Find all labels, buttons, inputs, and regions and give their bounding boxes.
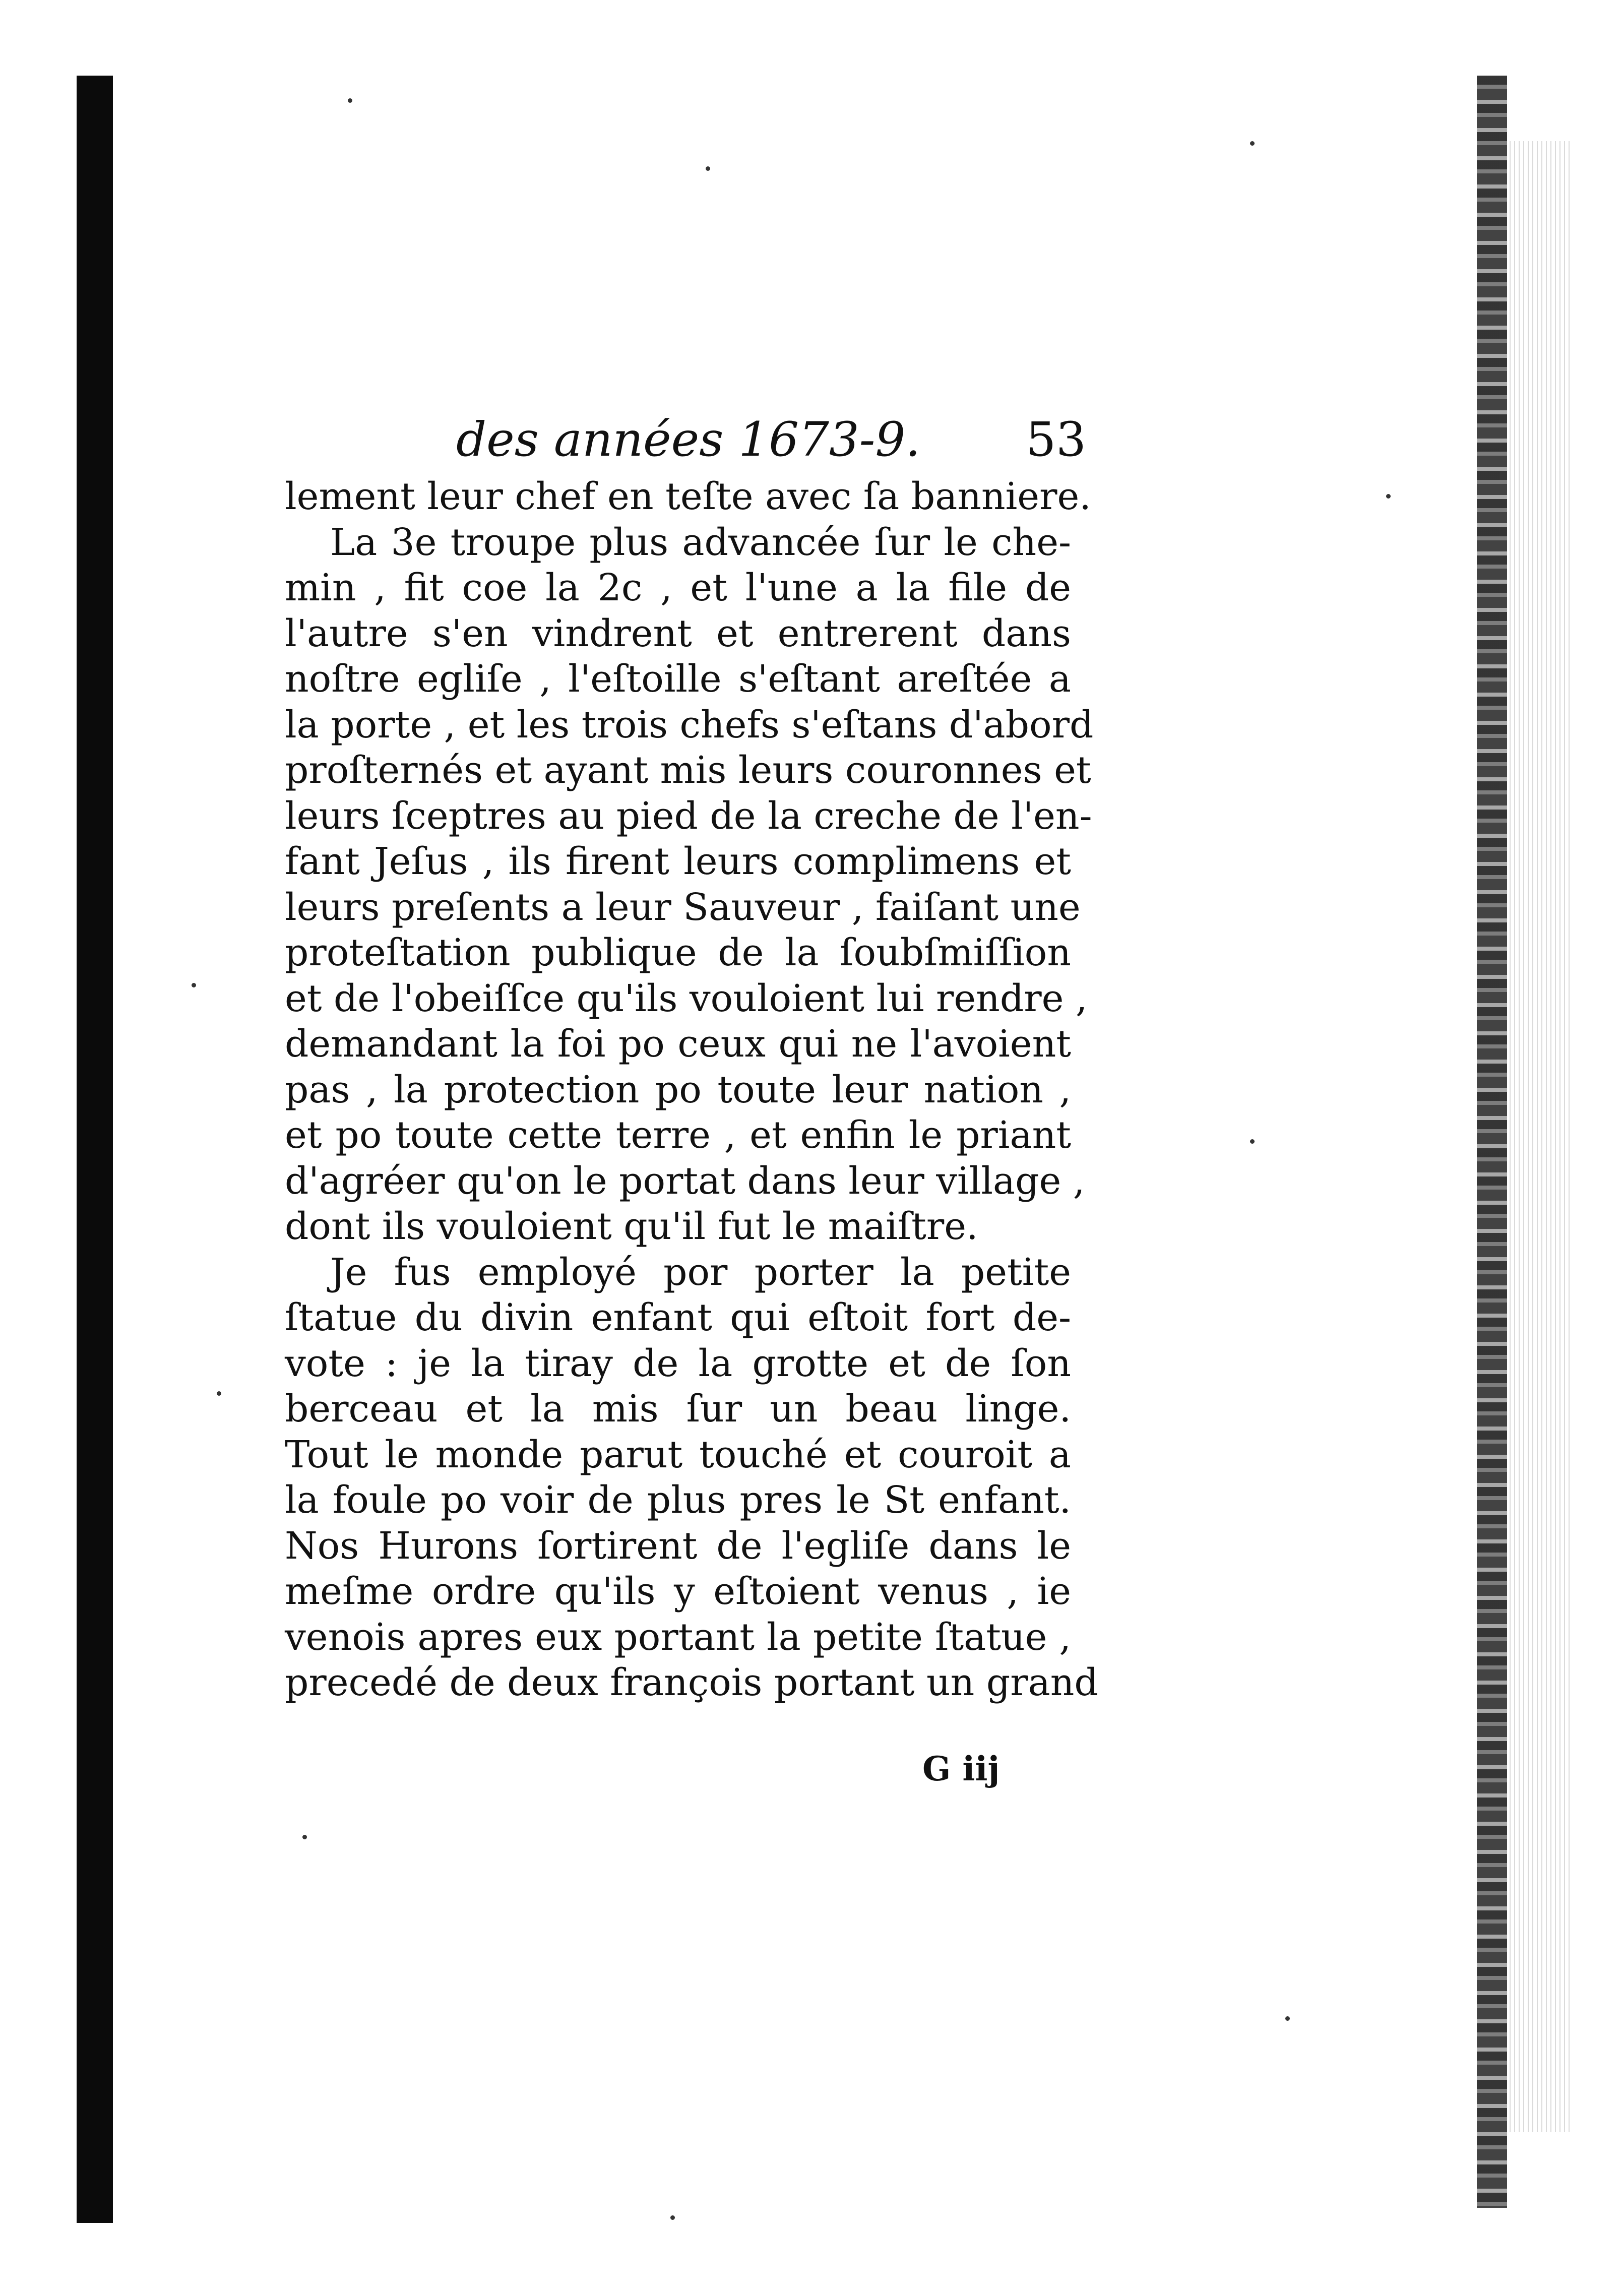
scan-speck (1285, 2016, 1290, 2021)
text-line: et po toute cette terre , et enfin le priant (285, 1113, 1071, 1157)
text-line: La 3e troupe plus advancée ſur le che- (330, 520, 1071, 564)
text-line: vote : je la tiray de la grotte et de ſon (285, 1341, 1071, 1385)
running-head (285, 403, 1086, 474)
scan-speck (706, 166, 710, 171)
text-line: proſternés et ayant mis leurs couronnes et (285, 749, 1091, 792)
text-line: demandant la foi po ceux qui ne l'avoient (285, 1022, 1071, 1066)
text-line: Tout le monde parut touché et couroit a (285, 1433, 1071, 1476)
text-line: proteſtation publique de la ſoubſmiſſion (285, 931, 1071, 974)
page-body (285, 403, 1098, 1706)
text-line: ſtatue du divin enfant qui eſtoit fort de- (285, 1296, 1071, 1339)
page-edge-right (1477, 76, 1507, 2208)
scan-speck (1386, 494, 1391, 499)
scan-speck (670, 2215, 675, 2220)
scan-speck (192, 983, 196, 987)
scan-speck (348, 98, 352, 103)
scan-speck (217, 1391, 221, 1396)
text-line: min , fit coe la 2c , et l'une a la file de (285, 566, 1071, 609)
scan-speck (1250, 141, 1255, 146)
text-line: et de l'obeiſſce qu'ils vouloient lui rendre , (285, 976, 1088, 1020)
text-line: Nos Hurons ſortirent de l'egliſe dans le (285, 1524, 1071, 1568)
text-line: l'autre s'en vindrent et entrerent dans (285, 611, 1071, 655)
text-line: noſtre egliſe , l'eſtoille s'eſtant areſtée a (285, 657, 1071, 701)
text-line: Je fus employé por porter la petite (330, 1250, 1071, 1294)
page-number: 53 (1026, 412, 1086, 467)
signature-mark: G iij (922, 1749, 1000, 1788)
text-line: precedé de deux françois portant un grand (285, 1661, 1098, 1704)
text-line: lement leur chef en teſte avec ſa banniere. (285, 475, 1091, 518)
text-line: venois apres eux portant la petite ſtatue , (285, 1615, 1071, 1659)
text-line: d'agréer qu'on le portat dans leur village , (285, 1159, 1085, 1203)
text-line: pas , la protection po toute leur nation , (285, 1068, 1071, 1111)
scan-noise-right (1510, 141, 1570, 2132)
text-line: meſme ordre qu'ils y eſtoient venus , ie (285, 1570, 1071, 1613)
text-line: la foule po voir de plus pres le St enfant. (285, 1478, 1071, 1522)
running-head-title: des années 1673-9. (456, 412, 921, 467)
text-line: leurs preſents a leur Sauveur , faiſant une (285, 885, 1081, 929)
text-line: leurs ſceptres au pied de la creche de l'en- (285, 794, 1092, 838)
text-line: fant Jeſus , ils firent leurs complimens et (285, 840, 1071, 883)
scan-speck (1250, 1139, 1255, 1144)
binding-shadow-left (77, 76, 113, 2223)
text-line: dont ils vouloient qu'il fut le maiſtre. (285, 1205, 978, 1248)
text-line: berceau et la mis ſur un beau linge. (285, 1387, 1071, 1431)
scan-speck (302, 1835, 307, 1839)
text-line: la porte , et les trois chefs s'eſtans d'abord (285, 703, 1094, 747)
